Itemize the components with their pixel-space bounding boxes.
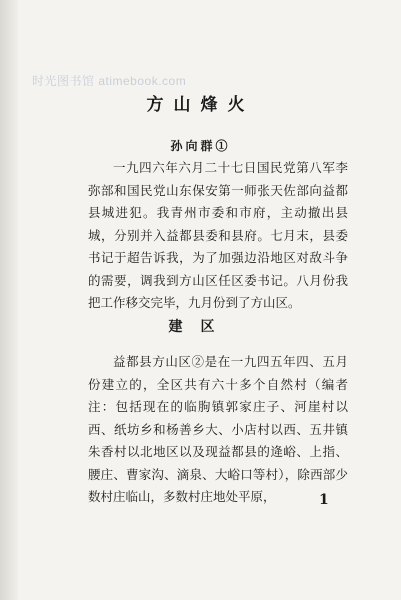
author-line: 孙向群① [170, 139, 231, 153]
page-number: 1 [319, 492, 329, 508]
chapter-title: 方山烽火 [146, 95, 255, 115]
section-heading: 建区 [168, 319, 233, 335]
watermark: 时光图书馆 atimebook.com [32, 74, 187, 88]
body-paragraph-1: 一九四六年六月二十七日国民党第八军李弥部和国民党山东保安第一师张天佐部向益都县城进犯。我青州市委和市府，主动撤出县城，分别并入益都县委和县府。七月末，县委书记于超告诉我，为了加强边沿地区对敌斗争的需要，调我到方山区任区委书记。八月份我把工作移交完毕，九月份到了方山区。 [88, 160, 348, 310]
body-paragraph-2: 益都县方山区②是在一九四五年四、五月份建立的，全区共有六十多个自然村（编者注：包括现在的临朐镇郭家庄子、河崖村以西、纸坊乡和杨善乡大、小店村以西、五井镇朱香村以北地区以及现益都县的逄峪、上指、腰庄、曹家沟、滴泉、大峪口等村），除西部少数村庄临山，多数村庄地处平原， [88, 354, 348, 504]
